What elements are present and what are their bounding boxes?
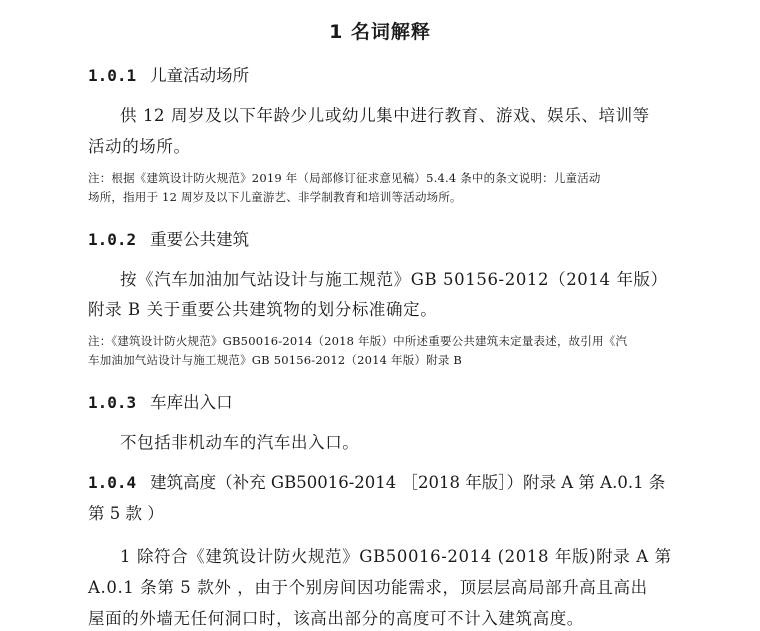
page-title: 1 名词解释 [329, 21, 431, 43]
paragraph-line: 活动的场所。 [88, 137, 191, 156]
section-title-continuation: 第 5 款 ） [88, 504, 164, 523]
section-title: 建筑高度（补充 GB50016-2014 ［2018 年版］）附录 A 第 A.0.1 条 [150, 473, 666, 492]
section-number: 1.0.3 [88, 393, 137, 412]
paragraph-line: 屋面的外墙无任何洞口时，该高出部分的高度可不计入建筑高度。 [88, 609, 584, 628]
paragraph-line: 附录 B 关于重要公共建筑物的划分标准确定。 [88, 300, 438, 319]
section-number: 1.0.1 [88, 66, 137, 85]
section-title: 车库出入口 [150, 393, 233, 412]
section-number: 1.0.2 [88, 230, 137, 249]
paragraph-line: 按《汽车加油加气站设计与施工规范》GB 50156-2012（2014 年版） [120, 270, 668, 289]
section-heading-1-0-4 [88, 469, 665, 493]
section-heading-1-0-3 [88, 389, 233, 413]
paragraph-line: A.0.1 条第 5 款外 ，由于个别房间因功能需求，顶层层高局部升高且高出 [88, 578, 648, 597]
section-title: 重要公共建筑 [150, 230, 250, 249]
paragraph-line: 不包括非机动车的汽车出入口。 [120, 433, 360, 452]
paragraph-line: 供 12 周岁及以下年龄少儿或幼儿集中进行教育、游戏、娱乐、培训等 [120, 106, 650, 125]
note-line: 车加油加气站设计与施工规范》GB 50156-2012（2014 年版）附录 B [88, 353, 463, 367]
note-line: 场所，指用于 12 周岁及以下儿童游艺、非学制教育和培训等活动场所。 [88, 190, 462, 204]
paragraph-line: 1 除符合《建筑设计防火规范》GB50016-2014 (2018 年版)附录 A 第 [120, 547, 672, 566]
section-heading-1-0-1 [88, 62, 249, 86]
section-number: 1.0.4 [88, 473, 137, 492]
note-line: 注：《建筑设计防火规范》GB50016-2014（2018 年版）中所述重要公共建筑未定量表述，故引用《汽 [88, 334, 628, 348]
section-heading-1-0-2 [88, 226, 249, 250]
note-line: 注：根据《建筑设计防火规范》2019 年（局部修订征求意见稿）5.4.4 条中的条文说明：儿童活动 [88, 171, 601, 185]
section-title: 儿童活动场所 [150, 66, 250, 85]
